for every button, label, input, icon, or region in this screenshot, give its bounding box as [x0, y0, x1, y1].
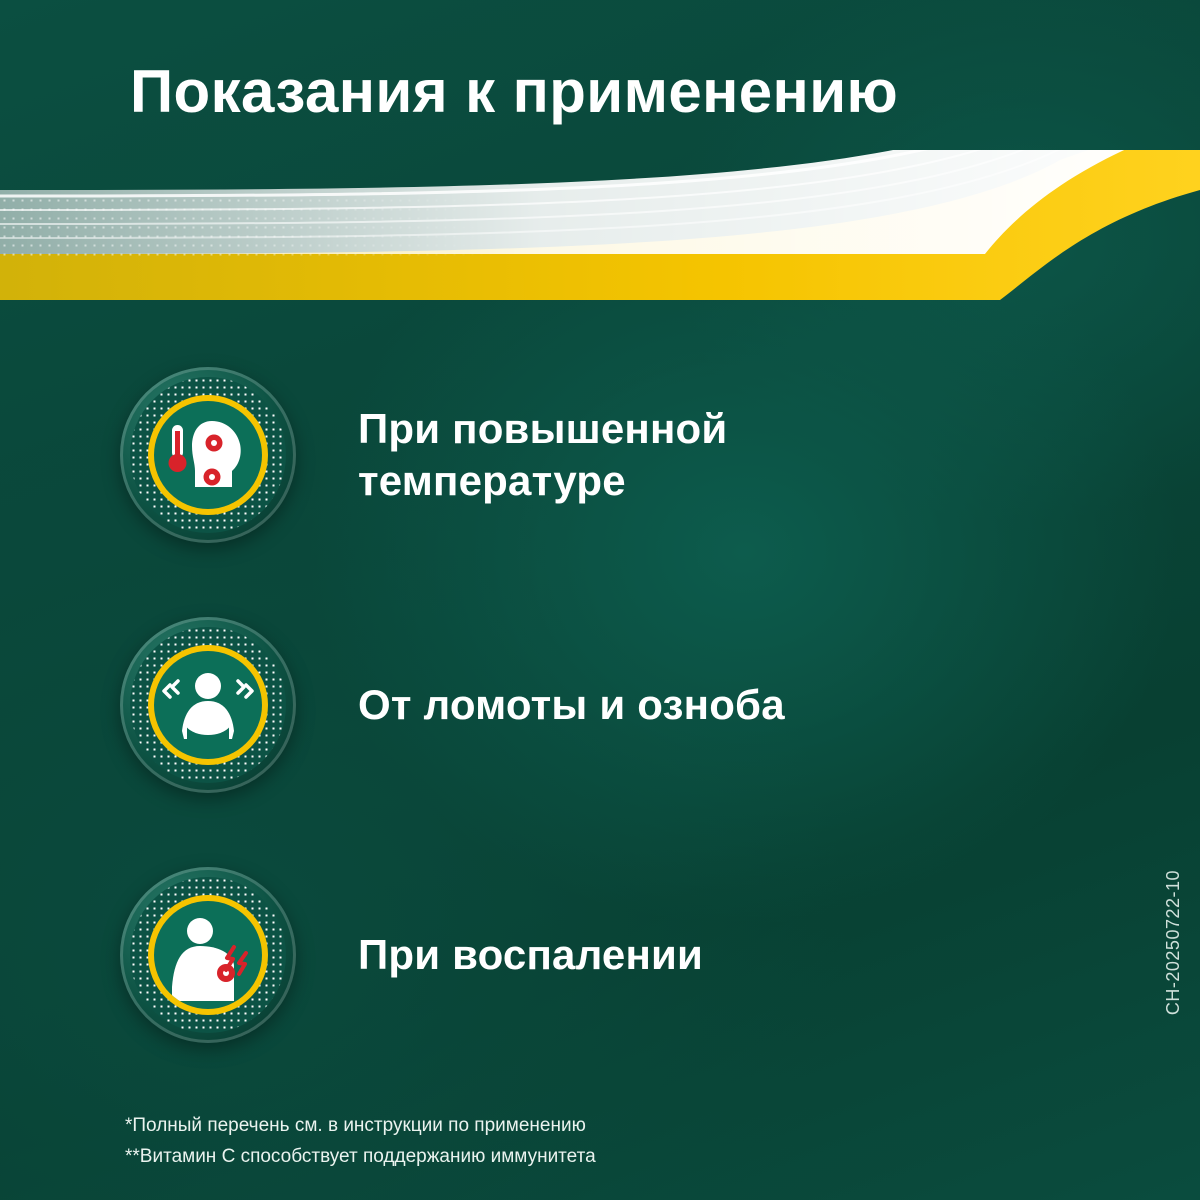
chills-person-icon [154, 651, 262, 759]
list-item [0, 580, 1200, 830]
inflammation-shoulder-icon [154, 901, 262, 1009]
header [0, 0, 1200, 300]
list-item-label: От ломоты и озноба [358, 680, 785, 728]
list-item [0, 330, 1200, 580]
badge-inflammation-shoulder [120, 867, 296, 1043]
footnotes [125, 1111, 596, 1172]
list-item-label: При повышенной температуре [358, 404, 728, 504]
material-code: CH-20250722-10 [1163, 869, 1183, 1015]
footnote-2: **Витамин С способствует поддержанию иммунитета [125, 1145, 596, 1167]
thermometer-head-icon [154, 401, 262, 509]
benefits-list [0, 330, 1200, 1080]
footnote-1: *Полный перечень см. в инструкции по применению [125, 1115, 586, 1137]
list-item-label: При воспалении [358, 930, 704, 978]
list-item [0, 830, 1200, 1080]
badge-thermometer-head [120, 367, 296, 543]
badge-chills-person [120, 617, 296, 793]
page-title: Показания к применению [130, 58, 899, 125]
ribbon-swoosh [0, 150, 1200, 300]
